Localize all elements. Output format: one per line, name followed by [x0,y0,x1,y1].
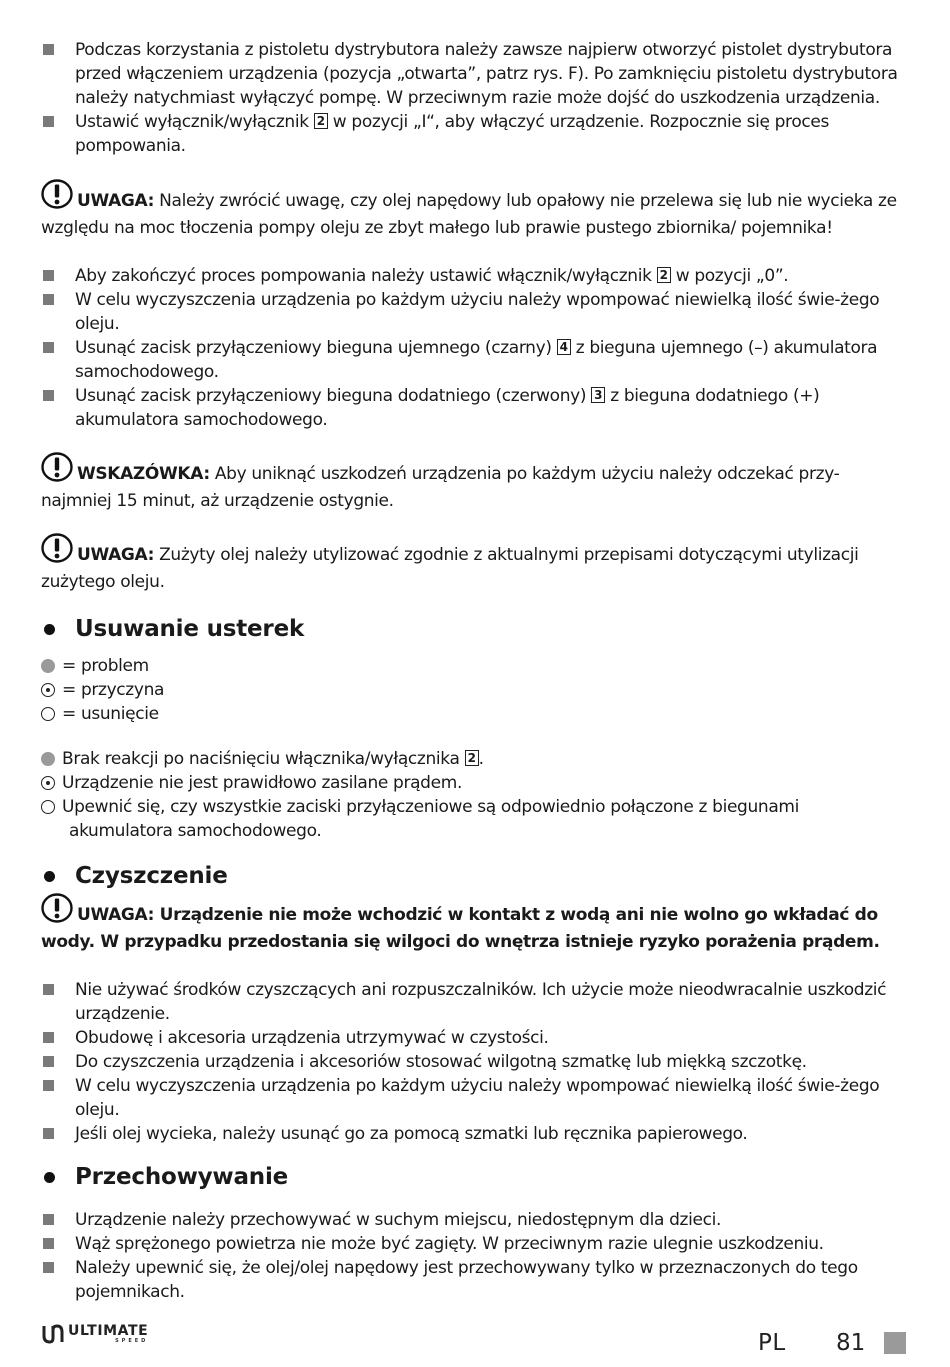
problem-symbol-icon [41,752,55,766]
page-marker-box [884,1332,906,1354]
square-bullet-icon [43,390,54,401]
list-item: Do czyszczenia urządzenia i akcesoriów stosować wilgotną szmatkę lub miękką szczotkę. [41,1050,907,1074]
square-bullet-icon [43,270,54,281]
list-item: Należy upewnić się, że olej/olej napędowy jest przechowywany tylko w przeznaczonych do tego pojemnikach. [41,1256,907,1304]
fix-symbol-icon [41,707,55,721]
exclamation-icon [41,179,73,216]
square-bullet-icon [43,1056,54,1067]
list-item: Podczas korzystania z pistoletu dystrybutora należy zawsze najpierw otworzyć pistolet dystrybutora przed włączeniem urządzenia (pozycja „otwarta”, patrz rys. F). Po zamknięciu pistoletu dystrybutora należy natychmiast wyłączyć pompę. W przeciwnym razie może dojść do uszkodzenia urządzenia. [41,38,907,110]
part-number-badge: 2 [465,750,479,766]
language-code: PL [758,1330,786,1356]
brand-mark-icon [41,1324,65,1344]
list-item: Usunąć zacisk przyłączeniowy bieguna dodatniego (czerwony) 3 z bieguna dodatniego (+) akumulatora samochodowego. [41,384,907,432]
square-bullet-icon [43,1080,54,1091]
list-item: Urządzenie należy przechowywać w suchym miejscu, niedostępnym dla dzieci. [41,1208,907,1232]
list-item: Jeśli olej wycieka, należy usunąć go za pomocą szmatki lub ręcznika papierowego. [41,1122,907,1146]
page-number: 81 [836,1330,866,1356]
square-bullet-icon [43,44,54,55]
symbol-legend [41,654,907,726]
storage-steps-list [41,1208,907,1304]
exclamation-icon [41,893,73,930]
list-item: Wąż sprężonego powietrza nie może być zagięty. W przeciwnym razie ulegnie uszkodzeniu. [41,1232,907,1256]
brand-logo [41,1324,148,1344]
part-number-badge: 4 [557,339,571,355]
square-bullet-icon [43,1262,54,1273]
list-item: Obudowę i akcesoria urządzenia utrzymywać w czystości. [41,1026,907,1050]
section-heading-storage: Przechowywanie [41,1162,907,1192]
cause-symbol-icon [41,776,55,790]
warning-note: UWAGA: Należy zwrócić uwagę, czy olej napędowy lub opałowy nie przelewa się lub nie wycieka ze względu na moc tłoczenia pompy oleju ze zbyt małego lub prawie pustego zbiornika/ pojemnika! [41,179,907,240]
list-item: Nie używać środków czyszczących ani rozpuszczalników. Ich użycie może nieodwracalnie uszkodzić urządzenie. [41,978,907,1026]
list-item: Ustawić wyłącznik/wyłącznik 2 w pozycji „I“, aby włączyć urządzenie. Rozpocznie się proces pompowania. [41,110,907,158]
page-footer [0,1318,950,1367]
list-item: Usunąć zacisk przyłączeniowy bieguna ujemnego (czarny) 4 z bieguna ujemnego (–) akumulatora samochodowego. [41,336,907,384]
square-bullet-icon [43,1214,54,1225]
square-bullet-icon [43,1128,54,1139]
note-label: UWAGA: [77,191,155,211]
exclamation-icon [41,533,73,570]
part-number-badge: 2 [657,267,671,283]
troubleshooting-entry [41,747,907,843]
section-heading-troubleshooting: Usuwanie usterek [41,614,907,644]
section-heading-cleaning: Czyszczenie [41,861,907,891]
fix-symbol-icon [41,800,55,814]
brand-subtitle: SPEED [115,1338,149,1344]
square-bullet-icon [43,342,54,353]
square-bullet-icon [43,1032,54,1043]
square-bullet-icon [43,1238,54,1249]
page-content [41,38,907,1304]
square-bullet-icon [43,116,54,127]
legend-item: = usunięcie [41,702,907,726]
note-label: UWAGA: [77,545,155,565]
operation-steps-list [41,38,907,158]
note-label: UWAGA: [77,905,155,925]
brand-name: ULTIMATE [68,1323,149,1339]
cleaning-steps-list [41,978,907,1146]
problem-symbol-icon [41,659,55,673]
exclamation-icon [41,452,73,489]
round-bullet-icon [44,1172,55,1183]
hint-note: WSKAZÓWKA: Aby uniknąć uszkodzeń urządzenia po każdym użyciu należy odczekać przy-najmniej 15 minut, aż urządzenie ostygnie. [41,452,907,513]
cause-line: Urządzenie nie jest prawidłowo zasilane prądem. [41,771,907,795]
square-bullet-icon [43,984,54,995]
cleaning-warning-note: UWAGA: Urządzenie nie może wchodzić w kontakt z wodą ani nie wolno go wkładać do wody. W przypadku przedostania się wilgoci do wnętrza istnieje ryzyko porażenia prądem. [41,893,907,954]
legend-item: = problem [41,654,907,678]
fix-line: Upewnić się, czy wszystkie zaciski przyłączeniowe są odpowiednio połączone z biegunami akumulatora samochodowego. [41,795,907,843]
square-bullet-icon [43,294,54,305]
part-number-badge: 3 [591,387,605,403]
list-item: W celu wyczyszczenia urządzenia po każdym użyciu należy wpompować niewielką ilość świe-żego oleju. [41,1074,907,1122]
round-bullet-icon [44,871,55,882]
legend-item: = przyczyna [41,678,907,702]
part-number-badge: 2 [314,113,328,129]
note-label: WSKAZÓWKA: [77,464,210,484]
disposal-note: UWAGA: Zużyty olej należy utylizować zgodnie z aktualnymi przepisami dotyczącymi utylizacji zużytego oleju. [41,533,907,594]
round-bullet-icon [44,624,55,635]
finish-steps-list [41,264,907,432]
cause-symbol-icon [41,683,55,697]
list-item: Aby zakończyć proces pompowania należy ustawić włącznik/wyłącznik 2 w pozycji „0”. [41,264,907,288]
list-item: W celu wyczyszczenia urządzenia po każdym użyciu należy wpompować niewielką ilość świe-żego oleju. [41,288,907,336]
problem-line: Brak reakcji po naciśnięciu włącznika/wyłącznika 2 . [41,747,907,771]
